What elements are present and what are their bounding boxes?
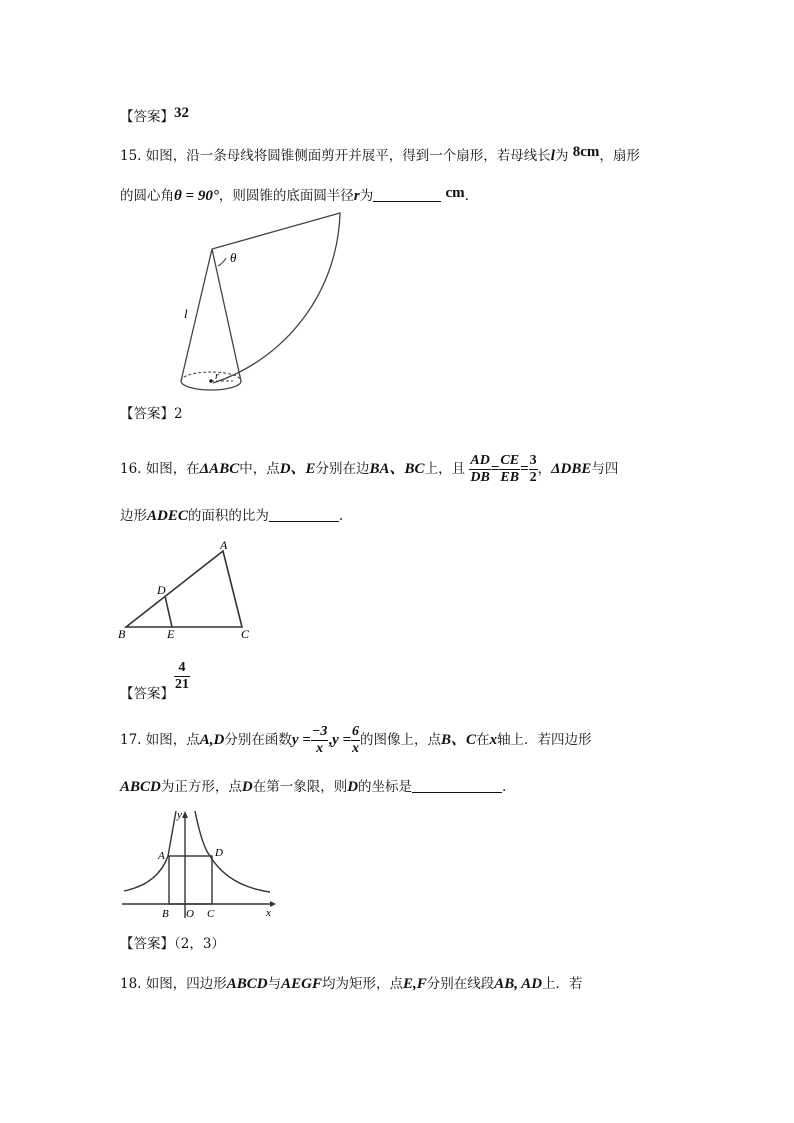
answer-fraction: $\frac{4}{21}$ bbox=[175, 660, 189, 692]
label-c: C bbox=[241, 627, 250, 641]
q16-text: . bbox=[338, 508, 344, 524]
question-number: 18. bbox=[120, 976, 142, 992]
answer-16 bbox=[120, 660, 190, 702]
function-graph-figure bbox=[118, 806, 283, 922]
answer-label: 【答案】 bbox=[120, 686, 174, 702]
angle-arc bbox=[218, 258, 226, 266]
base-center-point bbox=[209, 379, 213, 383]
q16-dbe: ΔDBE bbox=[551, 461, 592, 477]
q17-y1: y = bbox=[291, 732, 311, 748]
q17-x: x bbox=[489, 732, 498, 748]
q17-points-bc: B、C bbox=[441, 732, 477, 748]
q15-length: 8cm bbox=[572, 144, 600, 160]
q16-triangle: ΔABC bbox=[199, 461, 240, 477]
answer-value: 32 bbox=[174, 105, 189, 121]
q17-y2: y = bbox=[332, 732, 352, 748]
sector-outline bbox=[212, 213, 340, 383]
x-axis-arrow bbox=[270, 901, 276, 907]
answer-value: 2 bbox=[174, 406, 183, 422]
q17-d: D bbox=[347, 779, 359, 795]
theta-label: θ bbox=[230, 250, 237, 265]
fraction-6-x: $\frac{6}{x}$ bbox=[352, 724, 360, 756]
q18-text: 均为矩形，点 bbox=[322, 976, 403, 992]
answer-14 bbox=[120, 103, 189, 127]
triangle-figure bbox=[115, 535, 265, 645]
label-d: D bbox=[215, 847, 223, 859]
q16-sides: BA、BC bbox=[369, 461, 425, 477]
question-number: 16. bbox=[120, 461, 142, 477]
label-d: D bbox=[157, 583, 166, 597]
q15-text: ，则圆锥的底面圆半径 bbox=[218, 188, 354, 204]
q17-text: 为正方形，点 bbox=[160, 779, 242, 795]
q15-r: r bbox=[353, 188, 360, 204]
q18-text: 与 bbox=[267, 976, 282, 992]
l-label: l bbox=[184, 306, 188, 321]
q18-line1 bbox=[120, 974, 583, 994]
q16-text: 如图，在 bbox=[145, 461, 200, 477]
label-o: O bbox=[186, 908, 194, 920]
q15-text: 为 bbox=[359, 188, 374, 204]
q17-text: 如图，点 bbox=[145, 732, 200, 748]
q17-text: 的坐标是 bbox=[358, 779, 413, 795]
label-c: C bbox=[207, 908, 215, 920]
q15-text: 为 bbox=[554, 148, 569, 164]
curve-6-over-x bbox=[195, 811, 270, 892]
q16-line2 bbox=[120, 506, 343, 526]
answer-value: （2，3） bbox=[174, 936, 225, 952]
q18-abcd: ABCD bbox=[226, 976, 268, 992]
q16-text: 边形 bbox=[120, 508, 147, 524]
q18-text: 上．若 bbox=[542, 976, 583, 992]
cone-sector-figure bbox=[170, 205, 370, 400]
q17-text: 在 bbox=[476, 732, 490, 748]
q15-line2 bbox=[120, 183, 469, 206]
q17-d: D bbox=[241, 779, 253, 795]
fraction-neg3-x: $\frac{-3}{x}$ bbox=[311, 724, 328, 756]
q18-text: 分别在线段 bbox=[426, 976, 495, 992]
answer-label: 【答案】 bbox=[120, 936, 174, 952]
q17-text: 分别在函数 bbox=[224, 732, 292, 748]
answer-label: 【答案】 bbox=[120, 109, 174, 125]
answer-15 bbox=[120, 404, 183, 424]
q16-text: 上，且 bbox=[424, 461, 466, 477]
label-a: A bbox=[220, 538, 228, 552]
q16-points: D、E bbox=[279, 461, 316, 477]
q17-line1: 17. 如图，点A,D分别在函数y = $\frac{-3}{x}$ ,y = $\frac{6}{x}$ 的图像上，点B、C在x轴上．若四边形 bbox=[120, 724, 592, 756]
q16-adec: ADEC bbox=[147, 508, 188, 524]
question-number: 15. bbox=[120, 148, 142, 164]
q17-text: . bbox=[502, 779, 507, 795]
answer-label: 【答案】 bbox=[120, 406, 174, 422]
q15-theta: θ = 90° bbox=[174, 188, 219, 204]
q17-line2 bbox=[120, 777, 506, 797]
q15-text: 如图，沿一条母线将圆锥侧面剪开并展平，得到一个扇形，若母线长 bbox=[145, 148, 551, 164]
label-x: x bbox=[266, 907, 271, 919]
label-b: B bbox=[162, 908, 169, 920]
q17-text: 在第一象限，则 bbox=[252, 779, 348, 795]
q15-l: l bbox=[550, 148, 555, 164]
q16-line1: 16. 如图，在ΔABC中，点D、E分别在边BA、BC上，且 $\frac{AD}{DB}$ = $\frac{CE}{EB}$ = $\frac{3}{2}$ ，ΔDBE与四 bbox=[120, 453, 619, 485]
q15-line1 bbox=[120, 142, 640, 166]
answer-17 bbox=[120, 934, 225, 954]
segment-de bbox=[165, 596, 172, 627]
fraction-ad-db: $\frac{AD}{DB}$ bbox=[470, 453, 490, 485]
q16-text: ， bbox=[537, 461, 552, 477]
fraction-3-2: $\frac{3}{2}$ bbox=[529, 453, 537, 485]
question-number: 17. bbox=[120, 732, 142, 748]
q17-text: 的图像上，点 bbox=[360, 732, 442, 748]
q16-text: 中，点 bbox=[239, 461, 280, 477]
q15-text: . bbox=[464, 188, 469, 204]
q15-unit: cm bbox=[445, 185, 465, 201]
q18-segments: AB, AD bbox=[494, 976, 543, 992]
cone-right-edge bbox=[212, 249, 241, 381]
square-abcd bbox=[169, 856, 212, 904]
q18-ef: E,F bbox=[403, 976, 427, 992]
label-b: B bbox=[118, 627, 126, 641]
r-label: r bbox=[215, 370, 220, 382]
q15-text: 的圆心角 bbox=[120, 188, 174, 204]
fraction-ce-eb: $\frac{CE}{EB}$ bbox=[500, 453, 520, 485]
label-a: A bbox=[158, 850, 165, 862]
y-axis-arrow bbox=[182, 811, 188, 818]
q17-abcd: ABCD bbox=[120, 779, 161, 795]
q18-aegf: AEGF bbox=[281, 976, 322, 992]
q15-text: ，扇形 bbox=[599, 148, 640, 164]
q18-text: 如图，四边形 bbox=[145, 976, 227, 992]
label-e: E bbox=[167, 627, 175, 641]
curve-neg3-over-x bbox=[124, 811, 176, 891]
q16-text: 的面积的比为 bbox=[187, 508, 269, 524]
answer-blank[interactable] bbox=[269, 507, 339, 522]
q16-text: 与四 bbox=[591, 461, 619, 477]
label-y: y bbox=[177, 809, 182, 821]
q16-text: 分别在边 bbox=[315, 461, 370, 477]
answer-blank[interactable] bbox=[412, 778, 502, 793]
q17-points-ad: A,D bbox=[199, 732, 225, 748]
triangle-abc bbox=[126, 551, 242, 627]
q17-text: 轴上．若四边形 bbox=[497, 732, 592, 748]
answer-blank[interactable] bbox=[373, 187, 441, 202]
